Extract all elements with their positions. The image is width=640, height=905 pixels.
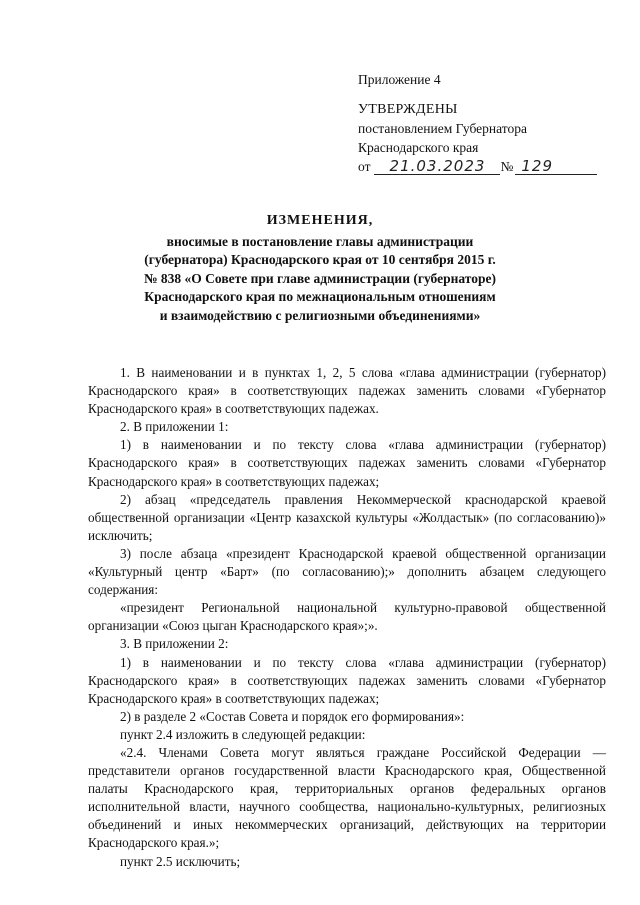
title-line: № 838 «О Совете при главе администрации (губернаторе)	[143, 270, 496, 286]
paragraph: пункт 2.5 исключить;	[120, 853, 241, 869]
number-label: №	[500, 159, 514, 174]
title-line: и взаимодействию с религиозными объединениями»	[159, 307, 481, 323]
paragraph: пункт 2.4 изложить в следующей редакции:	[120, 726, 366, 742]
paragraph: 2. В приложении 1:	[120, 419, 229, 435]
paragraph: 2) абзац «председатель правления Некоммерческой краснодарской краевой общественной организации «Центр казахской культуры «Жолдастык» (по согласованию)» исключить;	[88, 491, 606, 543]
from-label: от	[358, 159, 371, 174]
paragraph: 1) в наименовании и по тексту слова «глава администрации (губернатор) Краснодарского края» в соответствующих падежах заменить словами «Губернатор Краснодарского края» в соответствующих падежах;	[88, 654, 606, 706]
paragraph: 1) в наименовании и по тексту слова «глава администрации (губернатор) Краснодарского края» в соответствующих падежах заменить словами «Губернатор Краснодарского края» в соответствующих падежах;	[88, 437, 606, 489]
approval-block	[358, 70, 597, 176]
paragraph: «2.4. Членами Совета могут являться граждане Российской Федерации — представители органов государственной власти Краснодарского края, Общественной палаты Краснодарского края, территориальных органов федеральных органов исполнительной власти, научного сообщества, национально-культурных, религиозных объединений и иных некоммерческих организаций, действующих на территории Краснодарского края.»;	[88, 744, 606, 851]
approval-line-1: постановлением Губернатора	[358, 121, 527, 136]
paragraph: 3. В приложении 2:	[120, 636, 229, 652]
title-main: ИЗМЕНЕНИЯ,	[266, 213, 374, 228]
paragraph: «президент Региональной национальной культурно-правовой общественной организации «Союз цыган Краснодарского края»;».	[88, 600, 606, 634]
title-line: (губернатора) Краснодарского края от 10 сентября 2015 г.	[144, 252, 496, 268]
approval-date-line	[358, 157, 597, 176]
handwritten-date: 21.03.2023	[374, 158, 500, 175]
title-line: Краснодарского края по межнациональным отношениям	[144, 289, 496, 305]
paragraph: 2) в разделе 2 «Состав Совета и порядок его формирования»:	[120, 708, 465, 724]
paragraph: 3) после абзаца «президент Краснодарской краевой общественной организации «Культурный центр «Барт» (по согласованию);» дополнить абзацем следующего содержания:	[88, 545, 606, 598]
title-line: вносимые в постановление главы администрации	[166, 233, 474, 249]
approval-line-2: Краснодарского края	[358, 140, 479, 155]
document-title	[60, 212, 580, 326]
handwritten-number: 129	[515, 158, 597, 175]
appendix-label: Приложение 4	[358, 72, 441, 87]
approved-heading: УТВЕРЖДЕНЫ	[358, 102, 458, 117]
document-body	[88, 364, 606, 871]
paragraph: 1. В наименовании и в пунктах 1, 2, 5 слова «глава администрации (губернатор) Краснодарского края» в соответствующих падежах заменить словами «Губернатор Краснодарского края» в соответствующих падежах.	[88, 365, 606, 417]
